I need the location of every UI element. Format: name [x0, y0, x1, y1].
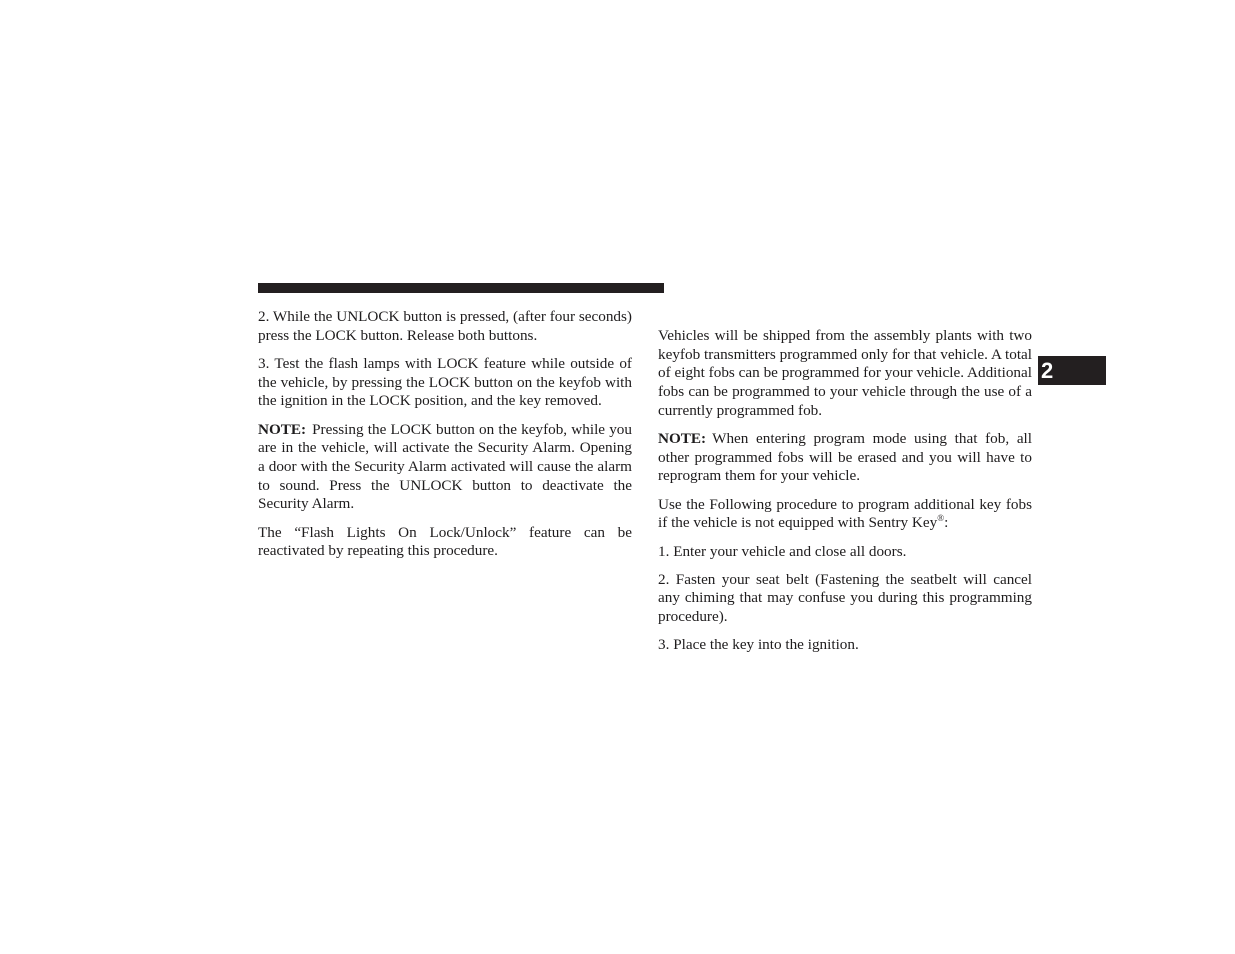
section-header-rule: [258, 283, 664, 293]
step-3-place-key: 3. Place the key into the ignition.: [658, 636, 859, 654]
note-label: NOTE:: [258, 420, 307, 438]
intro-paragraph: Vehicles will be shipped from the assembly plants with two keyfob transmitters programmed only for that vehicle. A total of eight fobs can be programmed for your vehicle. Additional fobs can be programmed to your vehicle through the use of a currently programmed fob.: [658, 327, 1032, 419]
step-3-test-flash-lamps: 3. Test the flash lamps with LOCK feature while outside of the vehicle, by pressing the LOCK button on the keyfob with the ignition in the LOCK position, and the key removed.: [258, 354, 632, 410]
step-2-fasten-seat-belt: 2. Fasten your seat belt (Fastening the seatbelt will cancel any chiming that may confuse you during this programming procedure).: [658, 570, 1032, 626]
right-column: [658, 327, 1032, 665]
flash-lights-paragraph: The “Flash Lights On Lock/Unlock” feature can be reactivated by repeating this procedure.: [258, 523, 632, 560]
note-text: Pressing the LOCK button on the keyfob, while you are in the vehicle, will activate the Security Alarm. Opening a door with the Security Alarm activated will cause the alarm to sound. Press the UNLOCK button to deactivate the Security Alarm.: [258, 420, 632, 513]
left-column: [258, 308, 632, 570]
note-security-alarm: [258, 421, 632, 515]
note-program-mode: [658, 430, 1032, 486]
procedure-colon: :: [944, 514, 949, 532]
procedure-paragraph: [658, 496, 1032, 533]
chapter-tab: 2: [1038, 356, 1106, 385]
registered-mark: ®: [937, 513, 945, 524]
step-2-unlock-lock: 2. While the UNLOCK button is pressed, (after four seconds) press the LOCK button. Release both buttons.: [258, 308, 632, 344]
note-label: NOTE:: [658, 430, 707, 448]
step-1-enter-vehicle: 1. Enter your vehicle and close all doors.: [658, 542, 907, 560]
procedure-text: Use the Following procedure to program additional key fobs if the vehicle is not equipped with Sentry Key: [658, 495, 1032, 532]
note-text: When entering program mode using that fob, all other programmed fobs will be erased and you will have to reprogram them for your vehicle.: [658, 430, 1032, 485]
